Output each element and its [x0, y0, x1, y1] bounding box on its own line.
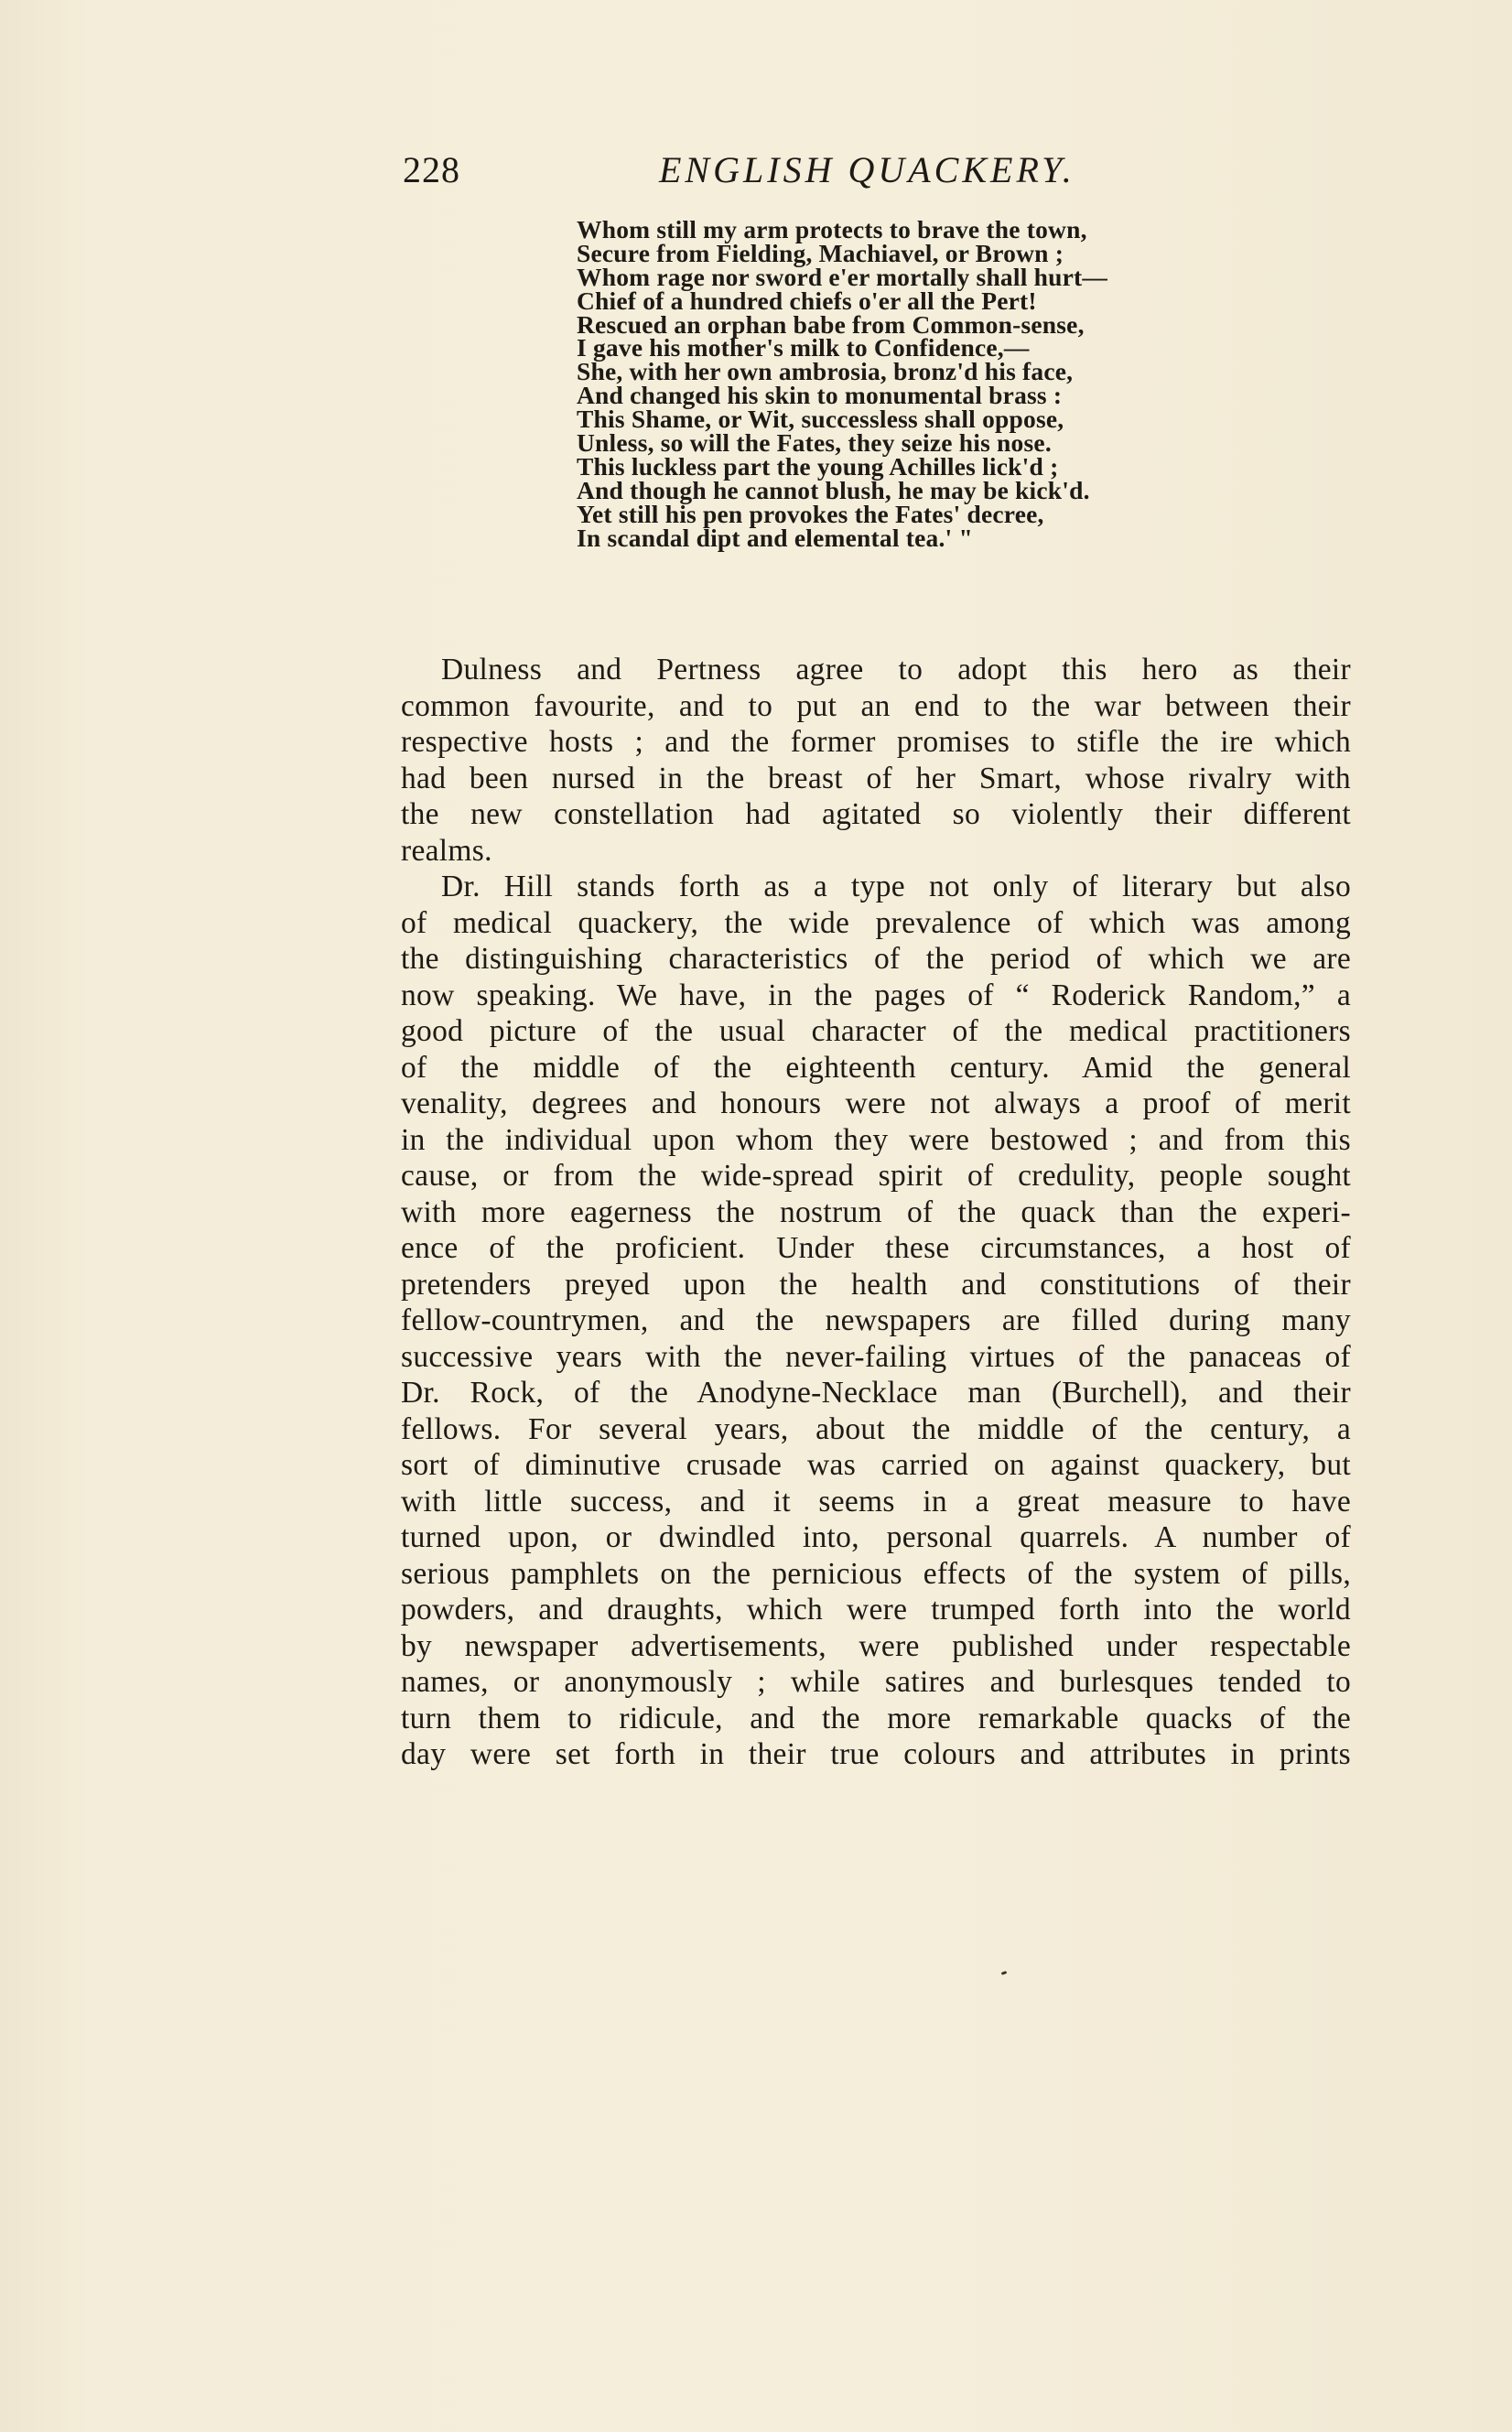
verse-line: And changed his skin to monumental brass :: [577, 381, 1063, 410]
verse-line: Chief of a hundred chiefs o'er all the Pert!: [577, 286, 1037, 315]
paragraph-line: sort of diminutive crusade was carried on against quackery, but: [401, 1448, 1351, 1482]
paragraph-line: Dr. Rock, of the Anodyne-Necklace man (Burchell), and their: [401, 1376, 1351, 1410]
verse-line: I gave his mother's milk to Confidence,—: [577, 333, 1030, 362]
paragraph-line: Dulness and Pertness agree to adopt this hero as their: [441, 653, 1351, 686]
paragraph-line: the distinguishing characteristics of the period of which we are: [401, 942, 1351, 976]
verse-line: She, with her own ambrosia, bronz'd his face,: [577, 357, 1074, 386]
body-text: [401, 652, 1351, 1773]
verse-line: And though he cannot blush, he may be kick'd.: [577, 475, 1090, 504]
ink-speck: [1001, 1971, 1008, 1975]
verse-line: This luckless part the young Achilles lick'd ;: [577, 451, 1059, 481]
paragraph-line: successive years with the never-failing virtues of the panaceas of: [401, 1339, 1351, 1374]
paragraph-line: with more eagerness the nostrum of the quack than the experi-: [401, 1194, 1351, 1229]
paragraph-dr-hill: [401, 869, 1351, 1773]
paragraph-line: names, or anonymously ; while satires and burlesques tended to: [401, 1665, 1351, 1699]
paragraph-line: with little success, and it seems in a great measure to have: [401, 1484, 1351, 1519]
verse-line: In scandal dipt and elemental tea.' ": [577, 523, 973, 552]
paragraph-line: turn them to ridicule, and the more remarkable quacks of the: [401, 1701, 1351, 1735]
running-title: ENGLISH QUACKERY.: [659, 149, 1075, 190]
paragraph-line: turned upon, or dwindled into, personal quarrels. A number of: [401, 1520, 1351, 1554]
verse-line: Whom still my arm protects to brave the town,: [577, 215, 1087, 243]
paragraph-line: good picture of the usual character of the medical practitioners: [401, 1014, 1351, 1048]
paragraph-line: now speaking. We have, in the pages of “ Roderick Random,” a: [401, 978, 1351, 1012]
paragraph-line: pretenders preyed upon the health and constitutions of their: [401, 1267, 1351, 1302]
paragraph-line: fellow-countrymen, and the newspapers are filled during many: [401, 1303, 1351, 1337]
paragraph-line: cause, or from the wide-spread spirit of credulity, people sought: [401, 1159, 1351, 1193]
paragraph-line: respective hosts ; and the former promises to stifle the ire which: [401, 725, 1351, 759]
paragraph-dulness: [401, 652, 1351, 869]
verse-quotation: [577, 215, 1309, 552]
verse-line: Secure from Fielding, Machiavel, or Brown ;: [577, 238, 1064, 267]
paragraph-line: fellows. For several years, about the middle of the century, a: [401, 1411, 1351, 1446]
verse-line: Yet still his pen provokes the Fates' decree,: [577, 499, 1044, 528]
verse-line: This Shame, or Wit, successless shall oppose,: [577, 405, 1064, 434]
paragraph-line: by newspaper advertisements, were published under respectable: [401, 1628, 1351, 1663]
paragraph-line: in the individual upon whom they were bestowed ; and from this: [401, 1122, 1351, 1157]
paragraph-line: powders, and draughts, which were trumped forth into the world: [401, 1593, 1351, 1627]
paragraph-line: had been nursed in the breast of her Smart, whose rivalry with: [401, 761, 1351, 795]
verse-line: Rescued an orphan babe from Common-sense,: [577, 309, 1085, 339]
verse-line: Unless, so will the Fates, they seize his nose.: [577, 428, 1052, 458]
paragraph-line: common favourite, and to put an end to the war between their: [401, 688, 1351, 723]
paragraph-line: of medical quackery, the wide prevalence of which was among: [401, 905, 1351, 940]
paragraph-line: Dr. Hill stands forth as a type not only of literary but also: [441, 870, 1351, 903]
page-header: [403, 148, 1355, 203]
paragraph-line: ence of the proficient. Under these circumstances, a host of: [401, 1231, 1351, 1265]
verse-line: Whom rage nor sword e'er mortally shall hurt—: [577, 262, 1108, 291]
paragraph-line: the new constellation had agitated so violently their different: [401, 797, 1351, 831]
paragraph-line: serious pamphlets on the pernicious effects of the system of pills,: [401, 1556, 1351, 1591]
paragraph-line: realms.: [401, 833, 492, 868]
paragraph-line: of the middle of the eighteenth century. Amid the general: [401, 1050, 1351, 1085]
paragraph-line: day were set forth in their true colours and attributes in prints: [401, 1737, 1351, 1771]
page-number: 228: [403, 149, 460, 190]
paragraph-line: venality, degrees and honours were not always a proof of merit: [401, 1086, 1351, 1120]
